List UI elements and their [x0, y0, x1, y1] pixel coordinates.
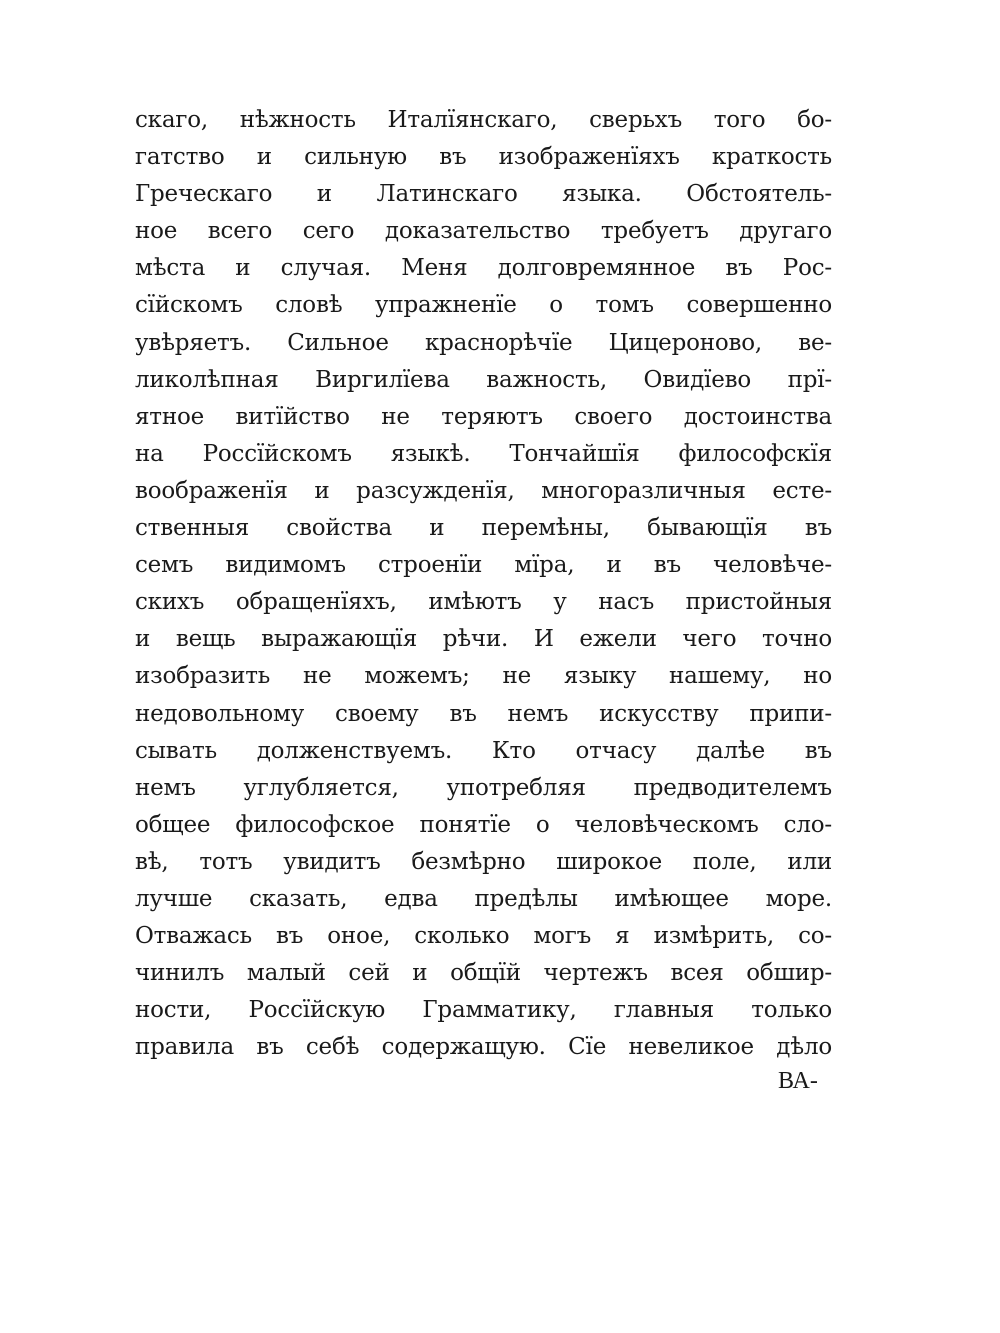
text-line: и вещь выражающїя рѣчи. И ежели чего точно [135, 626, 832, 653]
text-line: ликолѣпная Виргилїева важность, Овидїево прї- [135, 366, 832, 393]
text-line: Отважась въ оное, сколько могъ я измѣрить, со- [135, 923, 832, 950]
text-line: ности, Россїйскую Грамматику, главныя только [135, 997, 832, 1024]
text-line: вѣ, тотъ увидитъ безмѣрно широкое поле, или [135, 848, 832, 875]
text-line: на Россїйскомъ языкѣ. Тончайшїя философскїя [135, 440, 832, 467]
text-line: увѣряетъ. Сильное краснорѣчїе Цицероново, ве- [135, 329, 832, 356]
text-line: изобразить не можемъ; не языку нашему, но [135, 663, 832, 690]
page-text-block [135, 102, 832, 1066]
text-line: мѣста и случая. Меня долговремянное въ Рос- [135, 255, 832, 282]
text-line: ное всего сего доказательство требуетъ другаго [135, 218, 832, 245]
text-line: ятное витїйство не теряютъ своего достоинства [135, 403, 832, 430]
text-line: семъ видимомъ строенїи мїра, и въ человѣче- [135, 552, 832, 579]
text-line: чинилъ малый сей и общїй чертежъ всея обшир- [135, 960, 832, 987]
text-line: гатство и сильную въ изображенїяхъ краткость [135, 144, 832, 171]
text-line: немъ углубляется, употребляя предводителемъ [135, 774, 832, 801]
text-line: Греческаго и Латинскаго языка. Обстоятель- [135, 181, 832, 208]
text-line: сїйскомъ словѣ упражненїе о томъ совершенно [135, 292, 832, 319]
text-line: скаго, нѣжность Италїянскаго, сверьхъ того бо- [135, 107, 832, 133]
catchword: ВА- [778, 1068, 818, 1094]
text-line: общее философское понятїе о человѣческомъ сло- [135, 811, 832, 838]
text-line: скихъ обращенїяхъ, имѣютъ у насъ пристойныя [135, 589, 832, 616]
text-line: лучше сказать, едва предѣлы имѣющее море. [135, 885, 832, 912]
text-line: сывать долженствуемъ. Кто отчасу далѣе въ [135, 737, 832, 764]
text-line: воображенїя и разсужденїя, многоразличныя есте- [135, 477, 832, 504]
text-line: правила въ себѣ содержащую. Сїе невеликое дѣло [135, 1034, 832, 1061]
text-line: ственныя свойства и перемѣны, бывающїя въ [135, 515, 832, 542]
text-line: недовольному своему въ немъ искусству припи- [135, 700, 832, 727]
